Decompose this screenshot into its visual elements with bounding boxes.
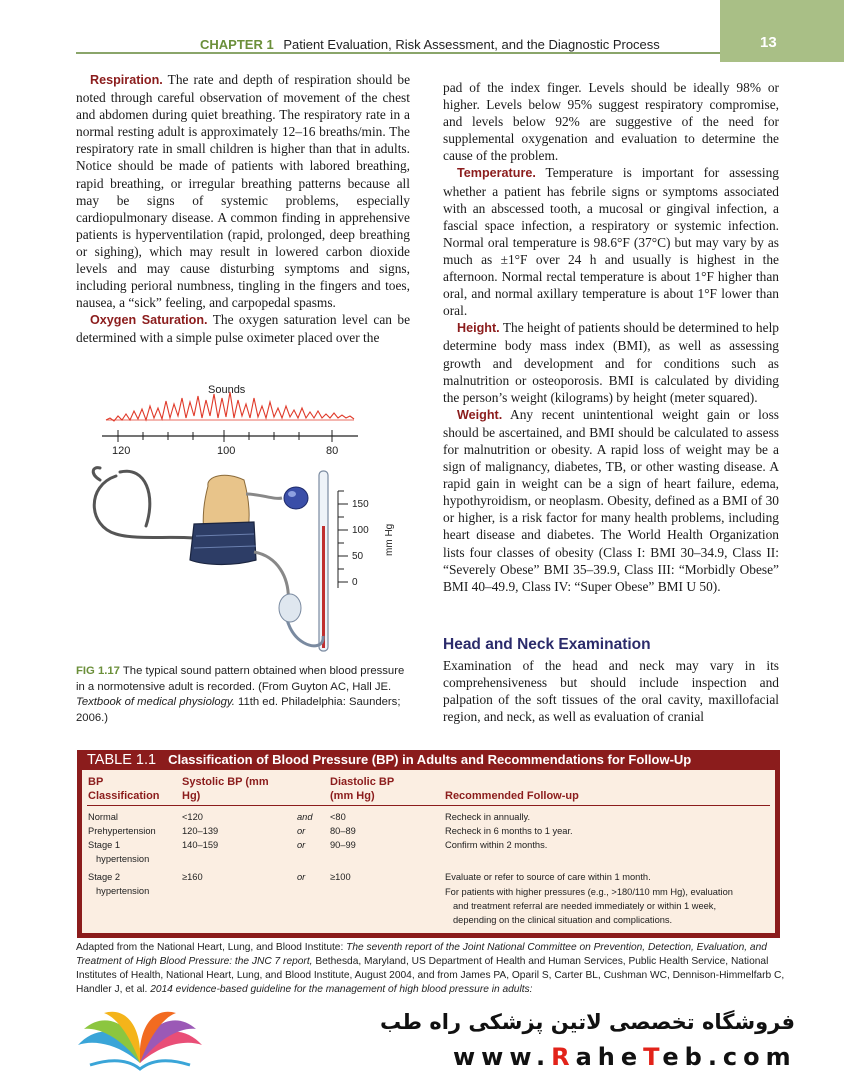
temperature-heading: Temperature.	[457, 166, 536, 181]
inflation-bulb-icon	[246, 487, 308, 509]
caption-tail: 11th ed. Philadelphia: Saunders; 2006.)	[76, 696, 401, 724]
scale-label-120: 120	[112, 445, 131, 457]
source-text-2: Bethesda, Maryland, US Department of Health and Human Services, Public Health Service, National Institutes of Health, National Heart, Lung, and Blood Institute, August 2004, and from James PA, Oparil S, Carter BL, Cushman WC, Dennison-Himmelfarb C, Handler J, et al.	[76, 956, 785, 995]
section-heading: Head and Neck Examination	[443, 636, 651, 653]
row-stage2-systolic: ≥160	[182, 872, 203, 882]
stethoscope-icon	[93, 468, 194, 538]
store-name: فروشگاه تخصصی لاتین پزشکی راه طب	[380, 1010, 795, 1034]
row-prehyp-diastolic: 80–89	[330, 826, 356, 836]
running-header	[200, 37, 660, 52]
page-number: 13	[760, 34, 777, 51]
row-stage2-followup-4: depending on the clinical situation and complications.	[453, 915, 673, 925]
temperature-paragraph	[443, 164, 779, 319]
row-prehyp-conj	[297, 824, 305, 838]
respiration-paragraph	[76, 71, 410, 311]
table-label: TABLE 1.1	[87, 752, 157, 768]
header-bp-class: BP Classification	[88, 776, 160, 802]
head-neck-text: Examination of the head and neck may vary in its comprehensiveness but should include inspection and palpation of the soft tissues of the oral cavity, maxillofacial region, and neck, as well as evaluation of cranial	[443, 658, 779, 725]
row-normal-followup: Recheck in annually.	[445, 812, 531, 822]
caption-text: The typical sound pattern obtained when blood pressure in a normotensive adult is recorded. (From Guyton AC, Hall JE.	[76, 665, 405, 693]
chapter-label: CHAPTER 1	[200, 37, 274, 52]
weight-paragraph	[443, 406, 779, 595]
table-source-note	[76, 941, 788, 997]
oxygen-heading: Oxygen Saturation.	[90, 313, 208, 328]
bp-table	[77, 750, 780, 938]
figure-caption	[76, 664, 414, 726]
url-mid1: ahe	[575, 1043, 644, 1071]
url-suffix: .com	[707, 1043, 797, 1071]
gauge-label-150: 150	[352, 499, 369, 510]
oxygen-continuation: pad of the index finger. Levels should be ideally 98% or higher. Levels below 95% suggest respiratory compromise, and levels below 92% are suggestive of the need for supplemental oxygenation and evaluation to determine the cause of the problem.	[443, 80, 779, 164]
row-prehyp-conj-text: or	[297, 826, 306, 836]
korotkoff-sound-trace	[106, 392, 354, 421]
header-systolic: Systolic BP (mm Hg)	[182, 776, 269, 802]
gauge-label-100: 100	[352, 525, 369, 536]
gauge-label-50: 50	[352, 551, 364, 562]
table-title: Classification of Blood Pressure (BP) in Adults and Recommendations for Follow-Up	[168, 752, 692, 767]
book-logo-icon	[70, 1005, 210, 1075]
source-italic-1: The seventh report of the Joint National Committee on Prevention, Detection, Evaluation, and Treatment of High Blood Pressure: the JNC 7 report,	[76, 942, 767, 967]
respiration-heading: Respiration.	[90, 73, 163, 87]
weight-heading: Weight.	[457, 407, 503, 422]
respiration-text: The rate and depth of respiration should be noted through careful observation of movement of the chest and abdomen during quiet breathing. The respiratory rate in a normal resting adult is approximately 12–16 breaths/min. The respiratory rate in small children is higher than that in adults. Notice should be made of patients with labored breathing, rapid breathing, or irregular breathing patterns because all may be signs of systemic problems, especially cardiopulmonary disease. A common finding in apprehensive patients is hyperventilation (rapid, prolonged, deep breathing or sighing), which may result in lowered carbon dioxide levels and may cause disturbing symptoms and signs, including perioral numbness, tingling in the fingers and toes, nausea, a “sick” feeling, and carpopedal spasms.	[76, 72, 411, 311]
row-normal-conj	[297, 810, 313, 824]
gauge-label-0: 0	[352, 577, 358, 588]
source-italic-2: 2014 evidence-based guideline for the management of high blood pressure in adults:	[150, 984, 533, 995]
height-text: The height of patients should be determined to help determine body mass index (BMI), as well as assessing growth and development and for conditions such as malnutrition or osteoporosis. BMI is calculated by dividing the person’s weight (kilograms) by height (meter squared).	[443, 320, 779, 405]
row-stage1-diastolic: 90–99	[330, 840, 356, 850]
source-text-1: Adapted from the National Heart, Lung, and Blood Institute:	[76, 942, 347, 953]
row-stage1-systolic: 140–159	[182, 840, 219, 850]
row-normal-class: Normal	[88, 812, 118, 822]
row-stage2-class: Stage 2	[88, 872, 121, 882]
gauge-unit: mm Hg	[384, 523, 395, 556]
row-stage2-conj	[297, 870, 305, 884]
header-diastolic: Diastolic BP (mm Hg)	[330, 776, 394, 802]
row-prehyp-systolic: 120–139	[182, 826, 219, 836]
row-stage1-class-cont: hypertension	[96, 854, 150, 864]
row-stage2-diastolic: ≥100	[330, 872, 351, 882]
row-normal-diastolic: <80	[330, 812, 346, 822]
oxygen-paragraph	[76, 311, 410, 346]
row-stage1-conj-text: or	[297, 840, 306, 850]
table-body	[82, 770, 775, 933]
header-followup: Recommended Follow-up	[445, 790, 579, 802]
temperature-text: Temperature is important for assessing whether a patient has febrile signs or symptoms associated with an abscessed tooth, a mucosal or gingival infection, a fascial space infection, a respiratory or systemic infection. Normal oral temperature is 98.6°F (37°C) but may vary by as much as ±1°F over 24 h and usually is highest in the afternoon. Normal rectal temperature is about 1°F higher than oral, and normal axillary temperature is about 1°F lower than oral.	[443, 165, 779, 319]
url-r2: T	[643, 1043, 663, 1071]
bp-cuff	[190, 522, 256, 565]
row-stage2-followup-2: For patients with higher pressures (e.g., >180/110 mm Hg), evaluation	[445, 887, 733, 897]
right-column	[443, 79, 779, 595]
row-stage2-conj-text: or	[297, 872, 306, 882]
row-prehyp-class: Prehypertension	[88, 826, 156, 836]
row-normal-systolic: <120	[182, 812, 203, 822]
row-stage1-class: Stage 1	[88, 840, 121, 850]
url-r1: R	[551, 1043, 576, 1071]
store-url	[453, 1043, 797, 1071]
row-stage1-followup: Confirm within 2 months.	[445, 840, 548, 850]
chapter-title: Patient Evaluation, Risk Assessment, and the Diagnostic Process	[283, 37, 660, 52]
scale-label-100: 100	[217, 445, 236, 457]
row-normal-conj-text: and	[297, 812, 313, 822]
figure-label: FIG 1.17	[76, 665, 120, 677]
row-stage2-followup-1: Evaluate or refer to source of care within 1 month.	[445, 872, 651, 882]
header-rule	[76, 52, 720, 54]
sounds-label: Sounds	[208, 384, 246, 396]
manometer-scale	[338, 491, 348, 588]
row-prehyp-followup: Recheck in 6 months to 1 year.	[445, 826, 573, 836]
blood-pressure-figure	[76, 376, 416, 661]
row-stage2-class-cont: hypertension	[96, 886, 150, 896]
height-heading: Height.	[457, 321, 500, 336]
weight-text: Any recent unintentional weight gain or loss should be ascertained, and BMI should be calculated to assess for malnutrition or obesity. A rapid loss of weight may be a sign of malignancy, diabetes, TB, or other wasting disease. A rapid gain in weight can be a sign of heart failure, edema, hypothyroidism, or neoplasm. Obesity, defined as a BMI of 30 or higher, is a risk factor for many health problems, including heart disease and diabetes. The World Health Organization lists four classes of obesity (Class I: BMI 30–34.9, Class II: “Severely Obese” BMI 35–39.9, Class III: “Morbidly Obese” BMI 40–49.9, Class IV: “Super Obese” BMI U 50).	[443, 406, 779, 594]
head-neck-block	[443, 657, 779, 725]
left-column	[76, 71, 410, 347]
url-prefix: www.	[453, 1043, 552, 1071]
oxygen-text: The oxygen saturation level can be determined with a simple pulse oximeter placed over the	[76, 312, 411, 346]
row-stage2-followup-3: and treatment referral are needed immediately or within 1 week,	[453, 901, 717, 911]
caption-book-title: Textbook of medical physiology.	[76, 696, 235, 708]
page-number-tab	[720, 0, 844, 62]
scale-label-80: 80	[326, 445, 339, 457]
row-stage1-conj	[297, 838, 305, 852]
height-paragraph	[443, 319, 779, 405]
url-mid2: eb	[662, 1043, 708, 1071]
header-rule	[87, 805, 770, 806]
table-title-bar	[87, 752, 691, 768]
